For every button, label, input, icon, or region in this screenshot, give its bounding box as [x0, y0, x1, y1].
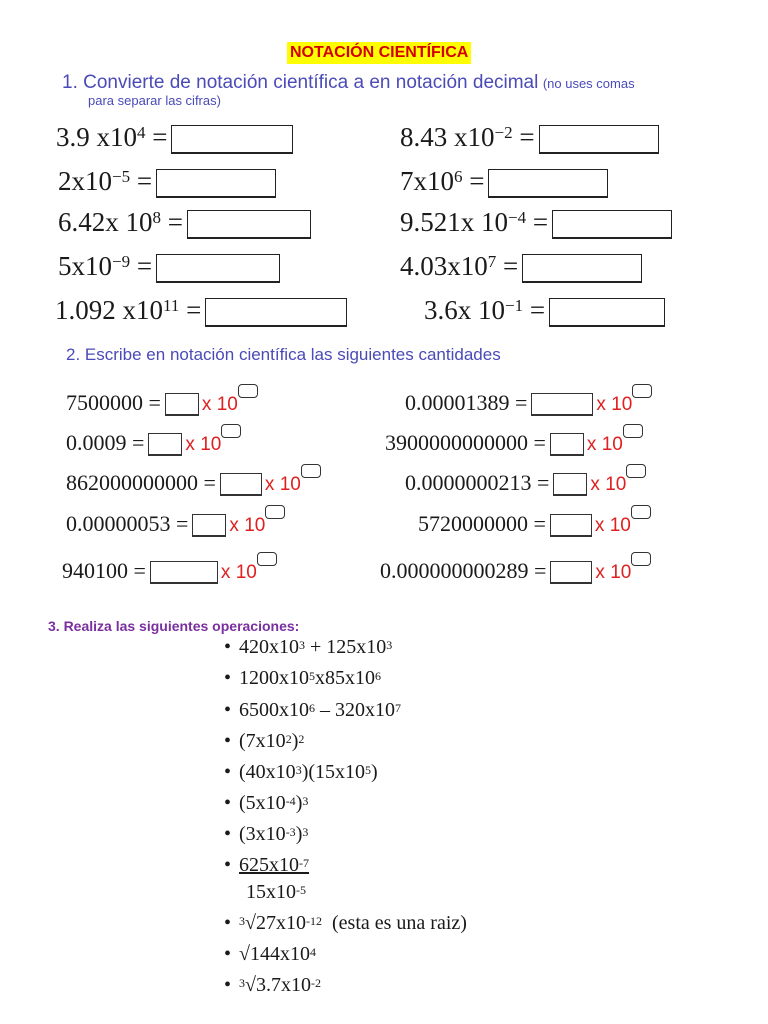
coefficient-box[interactable] [192, 514, 226, 537]
answer-box[interactable] [156, 169, 276, 198]
operation-item: • $(5x10^{-4})^3$ [224, 792, 309, 814]
operation-item: • $420x10^3 + 125x10^3$ [224, 636, 393, 658]
scientific-item: 862000000000 = x 10 [66, 469, 321, 499]
fraction-numerator: • $625x10^{-7}$ [224, 854, 310, 876]
coefficient-box[interactable] [550, 433, 584, 456]
exponent-box[interactable] [257, 552, 277, 566]
conversion-item: 1.092 $x10^{11}$ = [55, 294, 347, 327]
conversion-item: 3.6x $10^{-1}$ = [424, 294, 665, 327]
answer-box[interactable] [552, 210, 672, 239]
answer-box[interactable] [522, 254, 642, 283]
operation-item: • $1200x10^5x85x10^6$ [224, 667, 382, 689]
exponent-box[interactable] [265, 505, 285, 519]
answer-box[interactable] [205, 298, 347, 327]
coefficient-box[interactable] [150, 561, 218, 584]
section-1-note-line2: para separar las cifras) [88, 93, 221, 108]
section-1-instruction: 1. Convierte de notación científica a en notación decimal [62, 72, 539, 93]
answer-box[interactable] [156, 254, 280, 283]
operation-cube-root: • $^3√27x10^{-12}$ (esta es una raiz) [224, 912, 467, 934]
answer-box[interactable] [539, 125, 659, 154]
fraction-denominator: $15x10^{-5}$ [246, 881, 306, 903]
operation-item: • $(3x10^{-3})^3$ [224, 823, 309, 845]
scientific-item: 940100 = x 10 [62, 557, 277, 587]
answer-box[interactable] [171, 125, 293, 154]
section-1-note: (no uses comas [542, 76, 635, 91]
scientific-item: 3900000000000 = x 10 [385, 429, 643, 459]
exponent-box[interactable] [631, 552, 651, 566]
exponent-box[interactable] [623, 424, 643, 438]
scientific-item: 0.0009 = x 10 [66, 429, 241, 459]
section-3-instruction: 3. Realiza las siguientes operaciones: [48, 618, 300, 634]
scientific-item: 5720000000 = x 10 [418, 510, 651, 540]
coefficient-box[interactable] [531, 393, 593, 416]
exponent-box[interactable] [238, 384, 258, 398]
exponent-box[interactable] [221, 424, 241, 438]
coefficient-box[interactable] [553, 473, 587, 496]
operation-item: • $6500x10^6 - 320x10^7$ [224, 699, 402, 721]
conversion-item: 6.42x $10^8$ = [58, 206, 311, 239]
operation-item: • $(40x10^3)(15x10^5)$ [224, 761, 378, 783]
answer-box[interactable] [549, 298, 665, 327]
scientific-item: 0.00000053 = x 10 [66, 510, 285, 540]
exponent-box[interactable] [632, 384, 652, 398]
exponent-box[interactable] [631, 505, 651, 519]
conversion-item: 8.43 $x10^{-2}$ = [400, 121, 659, 154]
operation-item: • $(7x10^2)^2$ [224, 730, 305, 752]
scientific-item: 0.000000000289 = x 10 [380, 557, 651, 587]
scientific-item: 0.0000000213 = x 10 [405, 469, 646, 499]
coefficient-box[interactable] [550, 514, 592, 537]
operation-square-root: • $√144x10^4$ [224, 943, 316, 965]
scientific-item: 7500000 = x 10 [66, 389, 258, 419]
exponent-box[interactable] [626, 464, 646, 478]
coefficient-box[interactable] [148, 433, 182, 456]
conversion-item: $7x10^6$ = [400, 165, 608, 198]
conversion-item: 3.9 $x10^4$ = [56, 121, 293, 154]
conversion-item: $2x10^{-5}$ = [58, 165, 276, 198]
scientific-item: 0.00001389 = x 10 [405, 389, 652, 419]
coefficient-box[interactable] [550, 561, 592, 584]
answer-box[interactable] [187, 210, 311, 239]
conversion-item: $4.03x10^7$ = [400, 250, 642, 283]
section-2-instruction: 2. Escribe en notación científica las siguientes cantidades [66, 345, 501, 364]
conversion-item: 9.521x $10^{-4}$ = [400, 206, 672, 239]
section-1-heading [62, 72, 742, 108]
root-icon: √ [245, 912, 256, 934]
exponent-box[interactable] [301, 464, 321, 478]
conversion-item: $5x10^{-9}$ = [58, 250, 280, 283]
root-icon: √ [239, 943, 250, 965]
operation-cube-root: • $^3√3.7x10^{-2}$ [224, 974, 321, 996]
root-icon: √ [245, 974, 256, 996]
coefficient-box[interactable] [220, 473, 262, 496]
answer-box[interactable] [488, 169, 608, 198]
page-title: NOTACIÓN CIENTÍFICA [287, 42, 471, 64]
coefficient-box[interactable] [165, 393, 199, 416]
